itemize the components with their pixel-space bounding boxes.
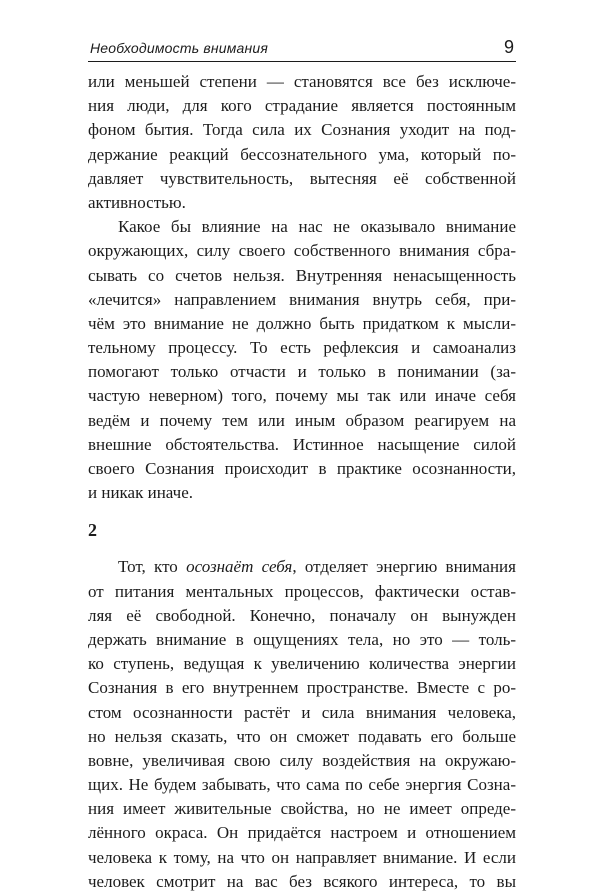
- text-line: частую неверном) того, почему мы так или иначе себя: [88, 386, 516, 406]
- emphasized-text: осознаёт себя: [186, 557, 293, 577]
- text-line: своего Сознания происходит в практике осознанности,: [88, 459, 516, 478]
- text-line: стом осознанности растёт и сила внимания человека,: [88, 702, 516, 722]
- text-line: ведём и почему тем или иным образом реагируем на: [88, 410, 516, 430]
- text-line: лённого окраса. Он придаётся настроем и отношением: [88, 823, 516, 843]
- page-number: 9: [503, 37, 514, 57]
- text-line: давляет чувствительность, вытесняя её собственной: [88, 168, 516, 188]
- text-line: активностью.: [88, 192, 186, 212]
- text-line: помогают только отчасти и только в понимании (за-: [88, 362, 516, 382]
- text-line: Какое бы влияние на нас не оказывало внимание: [118, 217, 516, 237]
- text-line: человек смотрит на вас без всякого интереса, то вы: [88, 871, 516, 891]
- text-line: человека к тому, на что он направляет внимание. И если: [88, 847, 516, 867]
- section-gap: [88, 543, 516, 555]
- text-line: «лечится» направлением внимания внутрь себя, при-: [88, 289, 516, 309]
- text-line: Сознания в его внутреннем пространстве. Вместе с ро-: [88, 678, 516, 698]
- text-line: ко ступень, ведущая к увеличению количества энергии: [88, 654, 516, 674]
- header-rule: [88, 61, 516, 62]
- text-line: чём это внимание не должно быть придатком к мысли-: [88, 313, 516, 333]
- text-line: но нельзя сказать, что он сможет подавать его больше: [88, 726, 516, 746]
- paragraph-1: [88, 70, 516, 215]
- running-header: [88, 36, 516, 62]
- text-line: ляя её свободной. Конечно, поначалу он вынужден: [88, 605, 516, 625]
- text-line: ния имеет живительные свойства, но не имеет опреде-: [88, 799, 516, 819]
- text-line: от питания ментальных процессов, фактически остав-: [88, 581, 516, 601]
- text-line: и никак иначе.: [88, 483, 194, 503]
- text-line: вовне, увеличивая свою силу воздействия на окружаю-: [88, 750, 516, 770]
- section-number: 2: [88, 520, 97, 541]
- running-title: Необходимость внимания: [90, 40, 269, 56]
- text-line: держать внимание в ощущениях тела, но это — толь-: [88, 629, 516, 649]
- line-text: , отделяет энергию внимания: [292, 557, 516, 577]
- text-line: щих. Не будем забывать, что сама по себе энергия Созна-: [88, 775, 516, 795]
- text-line: ния люди, для кого страдание является постоянным: [88, 96, 516, 116]
- line-text: Тот, кто: [118, 557, 187, 577]
- paragraph-3: [88, 555, 516, 894]
- paragraph-2: [88, 215, 516, 505]
- page-body: [88, 70, 516, 894]
- text-line: сывать со счетов нельзя. Внутренняя ненасыщенность: [88, 265, 516, 285]
- text-line: окружающих, силу своего собственного внимания сбра-: [88, 241, 516, 261]
- text-line: внешние обстоятельства. Истинное насыщение силой: [88, 434, 516, 454]
- text-line: держание реакций бессознательного ума, который по-: [88, 144, 516, 164]
- text-line: [88, 555, 516, 579]
- section-gap: [88, 505, 516, 517]
- text-line: тельному процессу. То есть рефлексия и самоанализ: [88, 338, 516, 358]
- text-line: или меньшей степени — становятся все без исключе-: [88, 72, 516, 91]
- text-line: фоном бытия. Тогда сила их Сознания уходит на под-: [88, 120, 516, 140]
